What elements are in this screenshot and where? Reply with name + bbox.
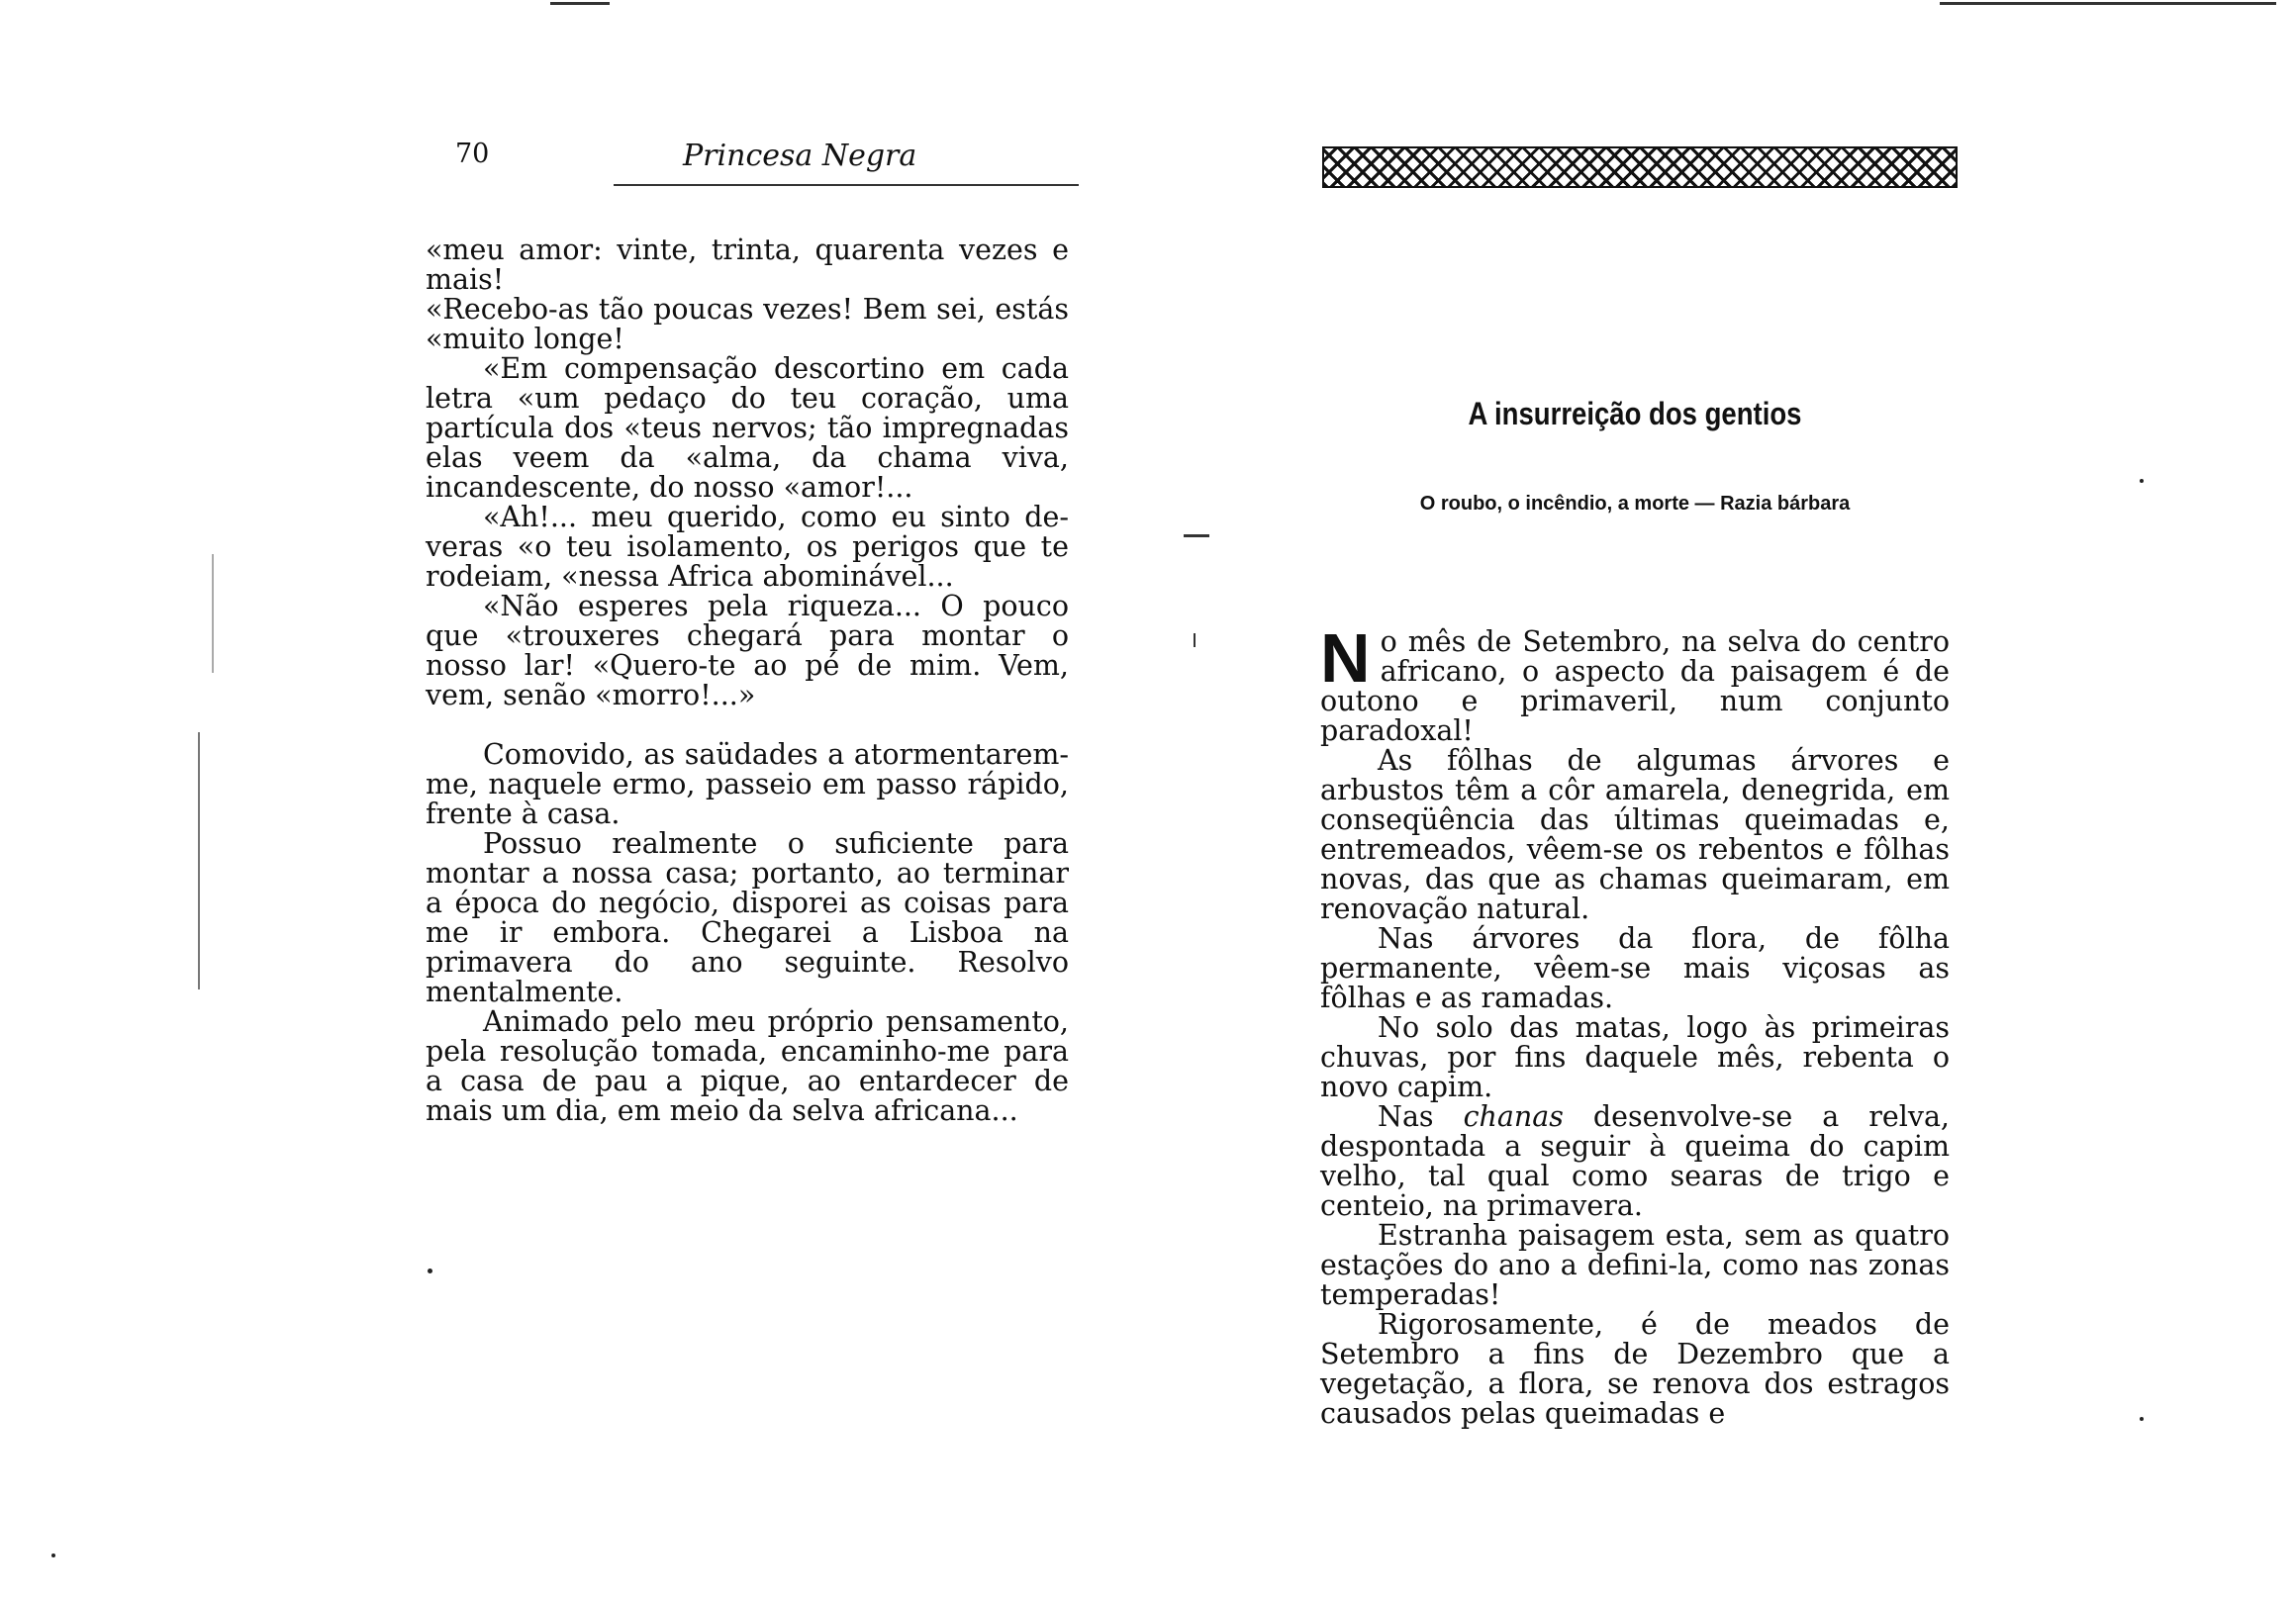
- chapter-title: A insurreição dos gentios: [1468, 396, 1802, 431]
- scan-artifact: [550, 2, 610, 5]
- left-text-column: [426, 235, 1069, 1126]
- speck: [2140, 1417, 2144, 1421]
- header-rule: [614, 184, 1079, 186]
- right-text-column: [1320, 619, 1950, 1430]
- scan-artifact: [1940, 2, 2276, 5]
- speck: [51, 1553, 55, 1557]
- page-number: 70: [455, 139, 490, 169]
- paragraph: Nas chanas desenvolve-se a relva, despontada a seguir à queima do capim velho, tal qual como searas de trigo e centeio, na primavera.: [1320, 1100, 1950, 1222]
- running-header: [455, 139, 1079, 188]
- paragraph: «Recebo-as tão poucas vezes! Bem sei, estás «muito longe!: [426, 293, 1069, 355]
- running-title: Princesa Negra: [683, 139, 917, 173]
- paragraph: Possuo realmente o suficiente para montar a nossa casa; portanto, ao terminar a época do negócio, disporei as coisas para me ir embora. Chegarei a Lisboa na primavera do ano seguinte. Resolvo mentalmente.: [426, 827, 1069, 1008]
- first-paragraph-text: o mês de Setembro, na selva do centro africano, o aspecto da paisagem é de outono e primaveril, num conjunto paradoxal!: [1320, 625, 1950, 747]
- paragraph: Nas árvores da flora, de fôlha permanente, vêem-se mais viçosas as fôlhas e as ramadas.: [1320, 922, 1950, 1014]
- gutter-mark: [198, 732, 200, 989]
- paragraph: «Não esperes pela riqueza... O pouco que «trouxeres chegará para montar o nosso lar! «Quero-te ao pé de mim. Vem, vem, senão «morro!...»: [426, 590, 1069, 711]
- speck: [2140, 479, 2144, 483]
- first-paragraph: [1320, 619, 1950, 747]
- gutter-mark: [1194, 633, 1196, 647]
- drop-cap: N: [1320, 619, 1371, 697]
- speck: [428, 1269, 432, 1273]
- gutter-mark: [1184, 534, 1209, 537]
- italic-word: chanas: [1463, 1100, 1564, 1133]
- paragraph: Comovido, as saüdades a atormentarem-me, naquele ermo, passeio em passo rápido, frente à casa.: [426, 738, 1069, 830]
- paragraph: «Em compensação descortino em cada letra «um pedaço do teu coração, uma partícula dos «teus nervos; tão impregnadas elas veem da «alma, da chama viva, incandescente, do nosso «amor!...: [426, 352, 1069, 504]
- chapter-subtitle: O roubo, o incêndio, a morte — Razia bárbara: [1419, 493, 1851, 515]
- paragraph: «meu amor: vinte, trinta, quarenta vezes e mais!: [426, 234, 1069, 296]
- paragraph: No solo das matas, logo às primeiras chuvas, por fins daquele mês, rebenta o novo capim.: [1320, 1011, 1950, 1103]
- paragraph: «Ah!... meu querido, como eu sinto de-veras «o teu isolamento, os perigos que te rodeiam, «nessa Africa abominável...: [426, 501, 1069, 593]
- paragraph: Estranha paisagem esta, sem as quatro estações do ano a defini-la, como nas zonas temperadas!: [1320, 1219, 1950, 1311]
- paragraph: Animado pelo meu próprio pensamento, pela resolução tomada, encaminho-me para a casa de pau a pique, ao entardecer de mais um dia, em meio da selva africana...: [426, 1005, 1069, 1127]
- gutter-mark: [212, 554, 214, 673]
- ornament-band: [1322, 146, 1958, 188]
- paragraph: Rigorosamente, é de meados de Setembro a fins de Dezembro que a vegetação, a flora, se renova dos estragos causados pelas queimadas e: [1320, 1308, 1950, 1430]
- paragraph: As fôlhas de algumas árvores e arbustos têm a côr amarela, denegrida, em conseqüência das últimas queimadas e, entremeados, vêem-se os rebentos e fôlhas novas, das que as chamas queimaram, em renovação natural.: [1320, 744, 1950, 925]
- right-paragraphs: [1320, 746, 1950, 1429]
